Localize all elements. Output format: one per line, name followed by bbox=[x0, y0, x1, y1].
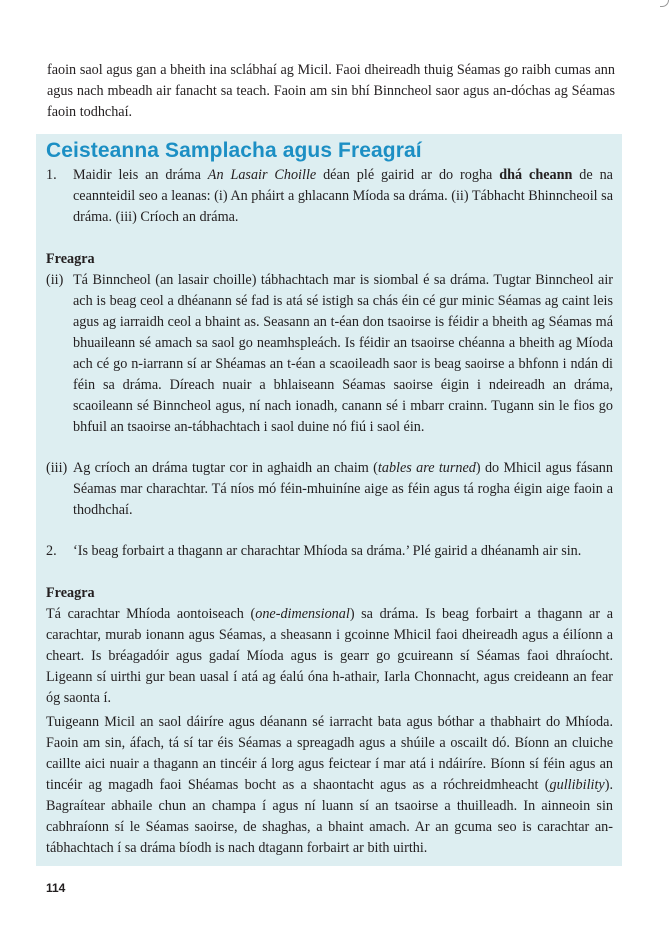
page-corner-mark bbox=[660, 0, 669, 7]
answer-2-paragraph-1 bbox=[46, 604, 613, 709]
question-1-emphasis: dhá cheann bbox=[499, 167, 573, 183]
answer-2-segment: ) sa dráma. Is beag forbairt a thagann ar a carachtar, murab ionann agus Séamas, a sheasann i gcoinne Mhicil faoi dheireadh agus a éilíonn a cheart. Is bréagadóir agus gadaí Míoda agus is gearr go gcuireann sí Séamas faoi dhraíocht. Ligeann sí uirthi gur bean uasal í atá ag éalú óna h-athair, Iarla Chonnacht, agus creideann an fear óg saonta í. bbox=[46, 606, 613, 706]
question-1-part: déan plé gairid ar do rogha bbox=[316, 167, 500, 183]
part-iii-italic: tables are turned bbox=[377, 460, 476, 476]
answer-2-label: Freagra bbox=[46, 585, 95, 601]
answer-1-label: Freagra bbox=[46, 251, 95, 267]
question-2-number: 2. bbox=[46, 543, 57, 559]
answer-2-segment: Tá carachtar Mhíoda aontoiseach ( bbox=[46, 606, 256, 622]
intro-text: faoin saol agus gan a bheith ina sclábhaí ag Micil. Faoi dheireadh thuig Séamas go raibh cumas ann agus nach mbeadh air fanacht sa teach. Faoin am sin bhí Binncheol saor agus an-dóchas ag Séamas faoin todhchaí. bbox=[47, 62, 615, 120]
answer-2-italic: gullibility bbox=[549, 777, 605, 793]
page-number: 114 bbox=[46, 881, 66, 895]
part-ii-number: (ii) bbox=[46, 272, 64, 288]
question-2-text: ‘Is beag forbairt a thagann ar charachtar Mhíoda sa dráma.’ Plé gairid a dhéanamh air sin. bbox=[73, 543, 582, 559]
answer-2-segment: ). Bagraítear abhaile chun an champa í agus ní luann sí an tsaoirse a thuilleadh. In ainneoin sin cabhraíonn sí le Séamas saoirse, de shaghas, a bhaint amach. Ar an gcuma seo is carachtar an-tábhachtach í sa dráma bíodh is nach dtagann forbairt ar bith uirthi. bbox=[46, 777, 613, 856]
question-1-number: 1. bbox=[46, 167, 57, 183]
answer-2-paragraph-2 bbox=[46, 712, 613, 859]
answer-2-segment: Tuigeann Micil an saol dáiríre agus déanann sé iarracht bata agus bóthar a thabhairt do Mhíoda. Faoin am sin, áfach, tá sí tar éis Séamas a spreagadh agus a shúile a oscailt dó. Bíonn an cluiche caillte aici nuair a thagann an tincéir á lorg agus feictear í mar atá i ndáiríre. Bíonn sí féin agus an tincéir ag magadh faoi Shéamas bocht as a shaontacht agus as a róchreidmheacht ( bbox=[46, 714, 613, 793]
question-1-part: de na ceannteidil seo a leanas: (i) An pháirt a ghlacann Míoda sa dráma. (ii) Tábhacht Bhinncheoil sa dráma. (iii) Críoch an dráma. bbox=[73, 167, 613, 225]
part-iii-segment: Ag críoch an dráma tugtar cor in aghaidh an chaim ( bbox=[73, 460, 378, 476]
part-iii-segment: ) do Mhicil agus fásann Séamas mar charachtar. Tá níos mó féin-mhuiníne aige as féin agus tá rogha éigin aige faoin a thodhchaí. bbox=[73, 460, 613, 518]
intro-paragraph bbox=[47, 60, 615, 123]
question-1-text bbox=[73, 165, 613, 228]
section-heading: Ceisteanna Samplacha agus Freagraí bbox=[46, 139, 422, 162]
question-1-part: Maidir leis an dráma bbox=[73, 167, 208, 183]
part-ii-text: Tá Binncheol (an lasair choille) tábhachtach mar is siombal é sa dráma. Tugtar Binncheol air ach is beag ceol a dhéanann sé fad is atá sé istigh sa chás éin cé gur minic Séamas ag caint leis agus ag iarraidh ceol a bhaint as. Seasann an t-éan don tsaoirse is féidir a bheith ag Séamas má bhuaileann sé amach sa saol go neamhspleách. Is féidir an tsaoirse chéanna a bheith ag Míoda ach cé go n-iarrann sí ar Shéamas an t-éan a scaoileadh saor is beag saoirse a bhfonn i ndán di féin sa dráma. Díreach nuair a bhlaiseann Séamas saoirse éigin i ndeireadh an dráma, scaoileann sé Binncheol agus, ní nach ionadh, canann sé i mbarr crainn. Tugann sin le fios go bhfuil an tsaoirse an-tábhachtach i saol duine nó fiú i saol éin. bbox=[73, 272, 613, 435]
part-iii-text bbox=[73, 458, 613, 521]
play-title: An Lasair Choille bbox=[207, 167, 317, 183]
answer-2-italic: one-dimensional bbox=[255, 606, 350, 622]
part-iii-number: (iii) bbox=[46, 460, 68, 476]
